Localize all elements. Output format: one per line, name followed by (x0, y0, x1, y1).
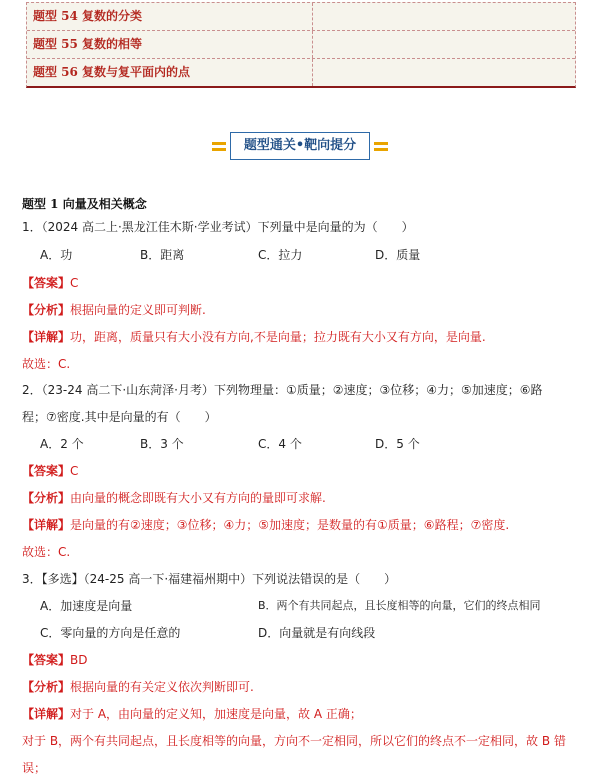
question-3-detail (22, 705, 362, 722)
answer-label: 【答案】 (22, 276, 71, 290)
question-3-answer (22, 651, 88, 668)
question-3-option-c: C．零向量的方向是任意的 (40, 626, 181, 640)
answer-value: BD (70, 653, 88, 667)
question-2-option-b: B．3 个 (140, 437, 184, 451)
question-3-detail-cont-2: 误； (22, 761, 47, 775)
banner-title: 题型通关•靶向提分 (230, 132, 370, 160)
banner-left-bar-bottom (212, 148, 226, 151)
toc-page-cell (313, 3, 575, 30)
question-2-detail (22, 516, 509, 533)
question-1-analysis (22, 301, 206, 318)
choice-value: C. (58, 545, 71, 559)
toc-page-cell (313, 31, 575, 58)
question-3-option-a: A．加速度是向量 (40, 599, 133, 613)
question-1-option-a: A．功 (40, 248, 73, 262)
analysis-label: 【分析】 (22, 303, 71, 317)
question-1-option-d: D．质量 (375, 248, 421, 262)
banner-right-bar-bottom (374, 148, 388, 151)
toc-table (26, 2, 576, 88)
question-3-option-b: B．两个有共同起点，且长度相等的向量，它们的终点相同 (258, 599, 541, 612)
question-2-option-d: D．5 个 (375, 437, 420, 451)
question-1-choice (22, 355, 70, 372)
section-title: 题型 1 向量及相关概念 (22, 197, 147, 211)
choice-label: 故选： (22, 357, 59, 371)
detail-text: 是向量的有②速度；③位移；④力；⑤加速度；是数量的有①质量；⑥路程；⑦密度. (70, 518, 510, 532)
detail-label: 【详解】 (22, 707, 71, 721)
toc-page-cell (313, 59, 575, 86)
answer-value: C (70, 276, 79, 290)
answer-label: 【答案】 (22, 464, 71, 478)
section-banner (212, 132, 388, 162)
detail-text: 功，距离，质量只有大小没有方向,不是向量；拉力既有大小又有方向，是向量. (70, 330, 486, 344)
question-3-detail-cont-1: 对于 B，两个有共同起点，且长度相等的向量，方向不一定相同，所以它们的终点不一定相同，故 B 错 (22, 734, 566, 748)
choice-value: C. (58, 357, 71, 371)
question-3-stem: 3．【多选】（24-25 高一下·福建福州期中）下列说法错误的是（ ） (22, 572, 397, 586)
question-2-option-a: A．2 个 (40, 437, 84, 451)
question-1-stem: 1．（2024 高二上·黑龙江佳木斯·学业考试）下列量中是向量的为（ ） (22, 220, 414, 234)
answer-value: C (70, 464, 79, 478)
toc-row (27, 59, 575, 86)
analysis-text: 由向量的概念即既有大小又有方向的量即可求解. (70, 491, 326, 505)
detail-label: 【详解】 (22, 518, 71, 532)
question-1-detail (22, 328, 486, 345)
question-3-analysis (22, 678, 254, 695)
question-2-stem-line2: 程；⑦密度.其中是向量的有（ ） (22, 410, 217, 424)
detail-text: 对于 A，由向量的定义知，加速度是向量，故 A 正确； (70, 707, 362, 721)
question-2-stem-line1: 2．（23-24 高二下·山东菏泽·月考）下列物理量：①质量；②速度；③位移；④力；⑤加速度；⑥路 (22, 383, 543, 397)
answer-label: 【答案】 (22, 653, 71, 667)
toc-row (27, 31, 575, 59)
question-2-option-c: C．4 个 (258, 437, 302, 451)
choice-label: 故选： (22, 545, 59, 559)
analysis-text: 根据向量的定义即可判断. (70, 303, 206, 317)
toc-entry[interactable]: 题型 56 复数与复平面内的点 (27, 59, 313, 86)
question-1-option-b: B．距离 (140, 248, 185, 262)
toc-entry[interactable]: 题型 54 复数的分类 (27, 3, 313, 30)
question-1-answer (22, 274, 78, 291)
banner-left-bar-top (212, 142, 226, 145)
toc-row (27, 3, 575, 31)
analysis-label: 【分析】 (22, 491, 71, 505)
analysis-label: 【分析】 (22, 680, 71, 694)
toc-entry[interactable]: 题型 55 复数的相等 (27, 31, 313, 58)
question-1-option-c: C．拉力 (258, 248, 303, 262)
question-3-option-d: D．向量就是有向线段 (258, 626, 376, 640)
question-2-analysis (22, 489, 326, 506)
analysis-text: 根据向量的有关定义依次判断即可. (70, 680, 254, 694)
question-2-choice (22, 543, 70, 560)
detail-label: 【详解】 (22, 330, 71, 344)
banner-right-bar-top (374, 142, 388, 145)
question-2-answer (22, 462, 78, 479)
